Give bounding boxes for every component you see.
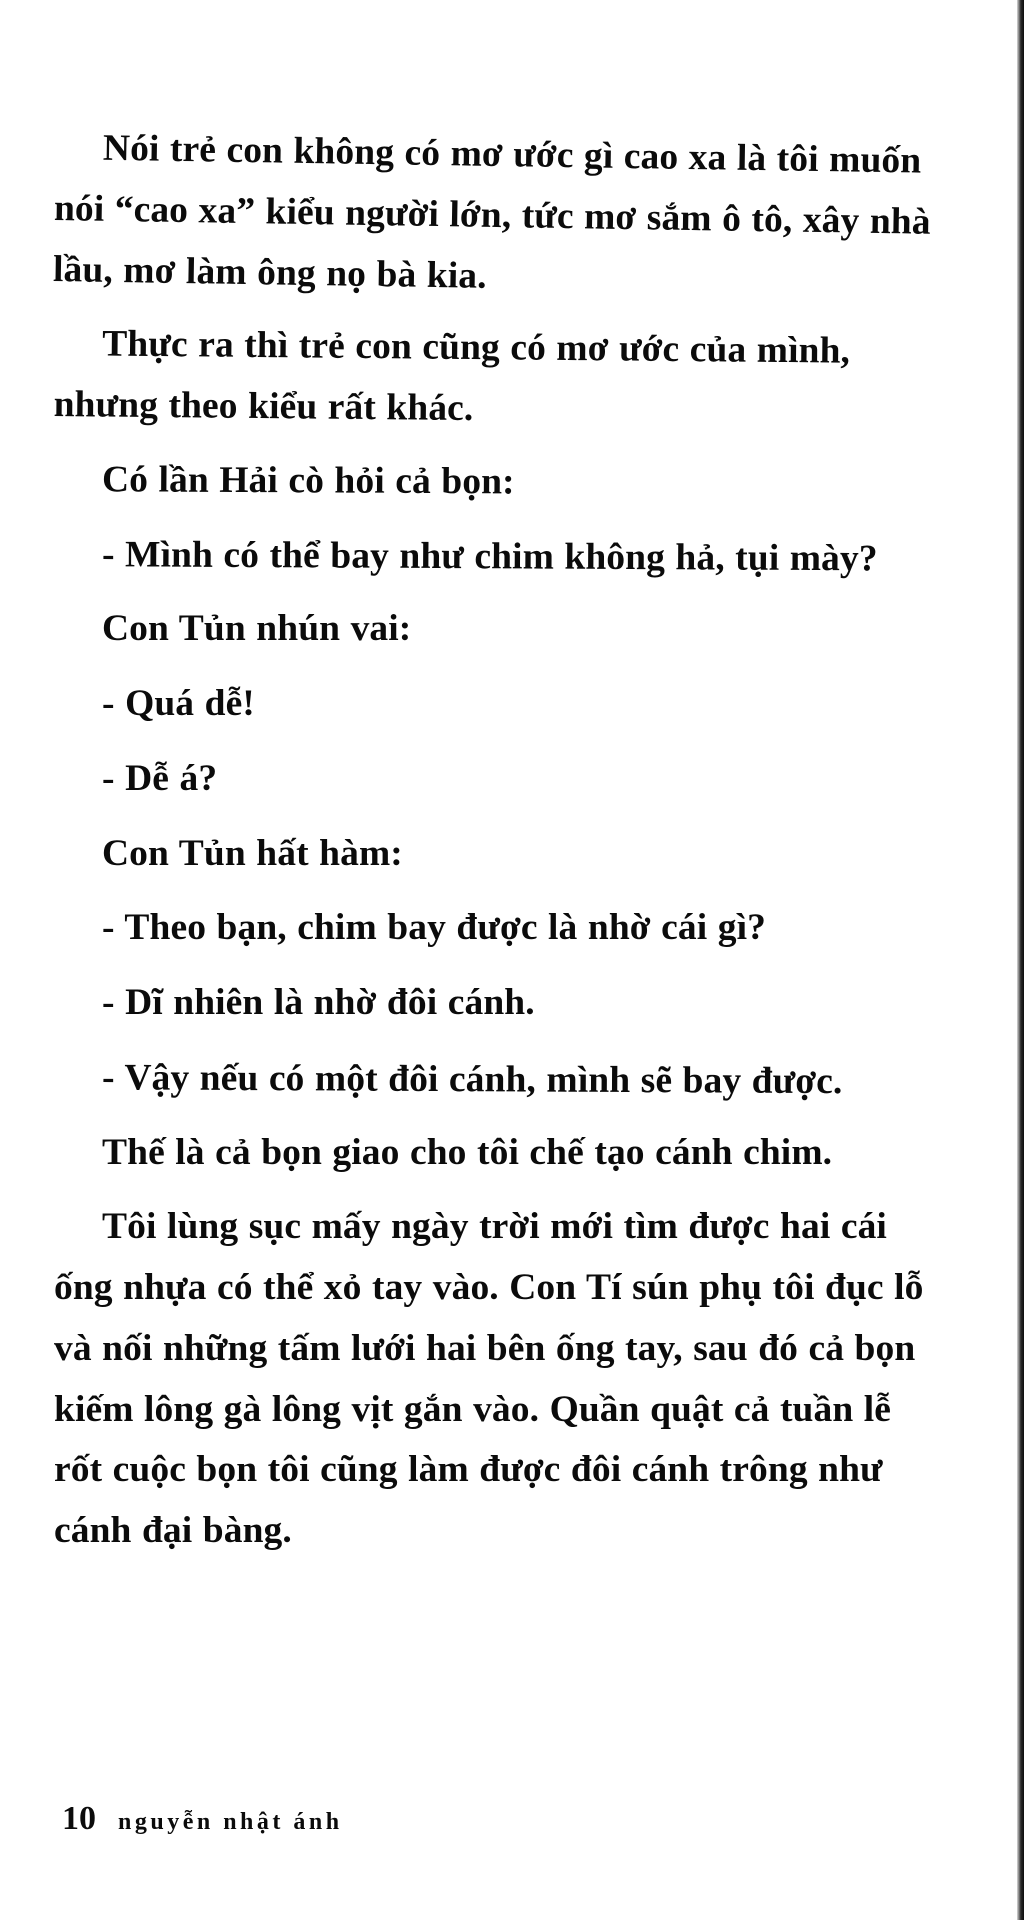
paragraph: Thực ra thì trẻ con cũng có mơ ước của mình, nhưng theo kiểu rất khác. [53,323,851,430]
running-head-author: nguyễn nhật ánh [118,1809,343,1835]
paragraph: Con Tủn hất hàm: [102,832,403,874]
page-number: 10 [62,1800,96,1837]
page-text-block [54,118,934,1576]
page-footer [62,1800,343,1838]
paragraph: Có lần Hải cò hỏi cả bọn: [101,459,515,503]
dialogue-line: - Dĩ nhiên là nhờ đôi cánh. [102,982,535,1023]
dialogue-line: - Quá dễ! [102,683,255,724]
paragraph: Thế là cả bọn giao cho tôi chế tạo cánh chim. [102,1131,833,1173]
page-edge-shadow [1017,0,1024,1920]
dialogue-line: - Vậy nếu có một đôi cánh, mình sẽ bay được. [101,1057,843,1102]
dialogue-line: - Theo bạn, chim bay được là nhờ cái gì? [102,907,766,949]
paragraph: Tôi lùng sục mấy ngày trời mới tìm được hai cái ống nhựa có thể xỏ tay vào. Con Tí sún phụ tôi đục lỗ và nối những tấm lưới hai bên ống tay, sau đó cả bọn kiếm lông gà lông vịt gắn vào. Quần quật cả tuần lễ rốt cuộc bọn tôi cũng làm được đôi cánh trông như cánh đại bàng. [54,1206,924,1551]
dialogue-line: - Mình có thể bay như chim không hả, tụi mày? [101,533,878,579]
dialogue-line: - Dễ á? [102,757,218,799]
paragraph: Nói trẻ con không có mơ ước gì cao xa là tôi muốn nói “cao xa” kiểu người lớn, tức mơ sắm ô tô, xây nhà lầu, mơ làm ông nọ bà kia. [52,127,931,297]
paragraph: Con Tủn nhún vai: [102,608,412,650]
